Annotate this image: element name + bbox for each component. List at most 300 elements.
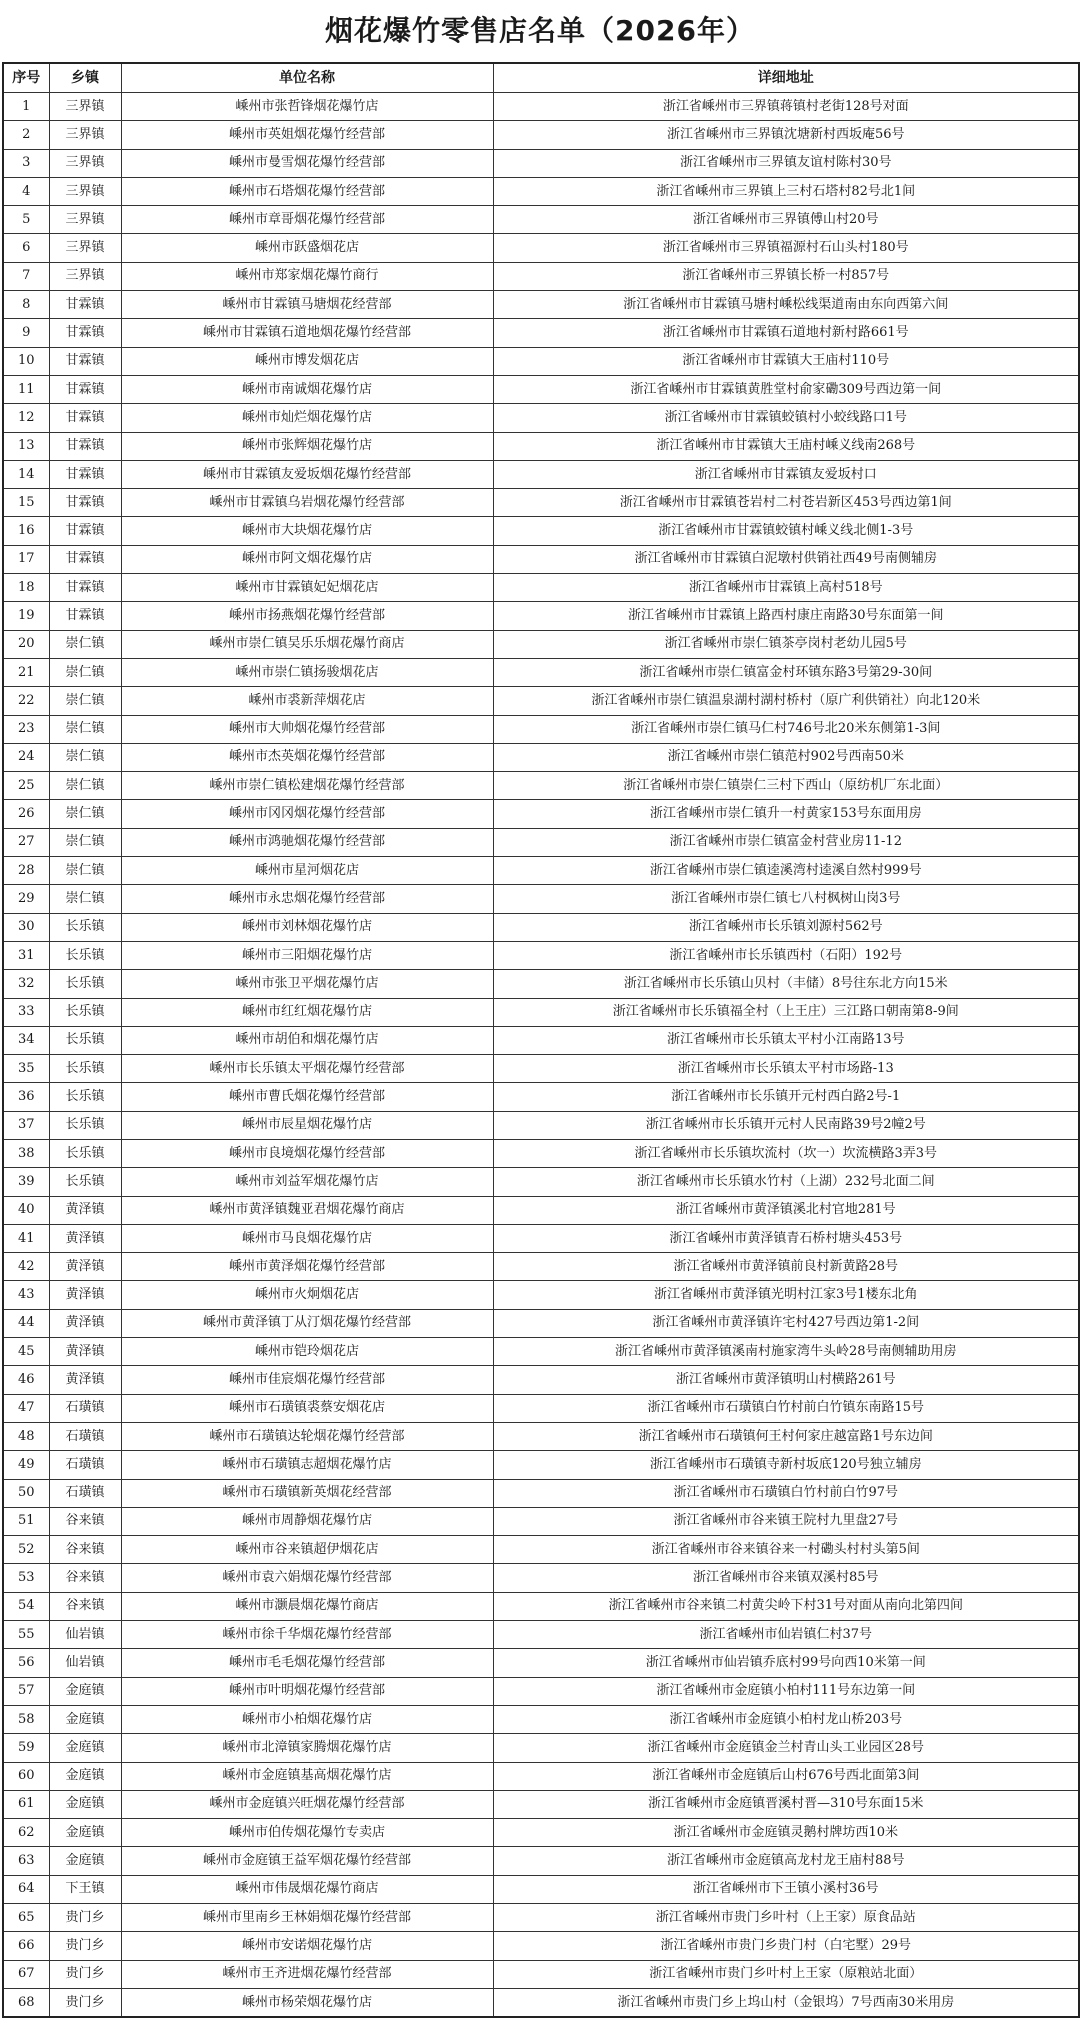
table-row	[3, 1451, 1079, 1479]
cell-index: 66	[3, 1932, 49, 1960]
cell-address: 浙江省嵊州市崇仁镇升一村黄家153号东面用房	[493, 800, 1079, 828]
cell-index: 41	[3, 1224, 49, 1252]
table-row	[3, 658, 1079, 686]
cell-index: 44	[3, 1309, 49, 1337]
cell-index: 28	[3, 857, 49, 885]
cell-address: 浙江省嵊州市三界镇福源村石山头村180号	[493, 234, 1079, 262]
table-header-row	[3, 63, 1079, 93]
cell-index: 42	[3, 1253, 49, 1281]
cell-address: 浙江省嵊州市崇仁镇温泉湖村湖村桥村（原广利供销社）向北120米	[493, 687, 1079, 715]
cell-township: 金庭镇	[49, 1734, 121, 1762]
cell-unit-name: 嵊州市王齐进烟花爆竹经营部	[121, 1960, 493, 1988]
cell-address: 浙江省嵊州市仙岩镇仁村37号	[493, 1621, 1079, 1649]
cell-township: 仙岩镇	[49, 1621, 121, 1649]
cell-township: 甘霖镇	[49, 432, 121, 460]
cell-unit-name: 嵊州市长乐镇太平烟花爆竹经营部	[121, 1055, 493, 1083]
cell-address: 浙江省嵊州市金庭镇晋溪村晋—310号东面15米	[493, 1790, 1079, 1818]
cell-index: 34	[3, 1026, 49, 1054]
cell-township: 长乐镇	[49, 970, 121, 998]
cell-address: 浙江省嵊州市崇仁镇范村902号西南50米	[493, 743, 1079, 771]
cell-township: 崇仁镇	[49, 687, 121, 715]
cell-township: 崇仁镇	[49, 885, 121, 913]
cell-index: 22	[3, 687, 49, 715]
cell-township: 崇仁镇	[49, 658, 121, 686]
page-title: 烟花爆竹零售店名单（2026年）	[325, 14, 755, 47]
cell-address: 浙江省嵊州市甘霖镇大王庙村110号	[493, 347, 1079, 375]
cell-index: 67	[3, 1960, 49, 1988]
cell-township: 金庭镇	[49, 1819, 121, 1847]
cell-unit-name: 嵊州市黄泽镇魏亚君烟花爆竹商店	[121, 1196, 493, 1224]
table-row	[3, 1790, 1079, 1818]
cell-township: 长乐镇	[49, 1139, 121, 1167]
cell-unit-name: 嵊州市裘新萍烟花店	[121, 687, 493, 715]
cell-unit-name: 嵊州市三阳烟花爆竹店	[121, 941, 493, 969]
cell-unit-name: 嵊州市火炯烟花店	[121, 1281, 493, 1309]
cell-address: 浙江省嵊州市甘霖镇马塘村嵊松线渠道南由东向西第六间	[493, 291, 1079, 319]
cell-address: 浙江省嵊州市甘霖镇大王庙村嵊义线南268号	[493, 432, 1079, 460]
table-row	[3, 375, 1079, 403]
table-row	[3, 517, 1079, 545]
cell-unit-name: 嵊州市冈冈烟花爆竹经营部	[121, 800, 493, 828]
cell-township: 三界镇	[49, 93, 121, 121]
cell-index: 10	[3, 347, 49, 375]
cell-township: 甘霖镇	[49, 291, 121, 319]
cell-unit-name: 嵊州市杰英烟花爆竹经营部	[121, 743, 493, 771]
cell-address: 浙江省嵊州市甘霖镇蛟镇村小蛟线路口1号	[493, 404, 1079, 432]
cell-township: 甘霖镇	[49, 460, 121, 488]
cell-index: 48	[3, 1422, 49, 1450]
table-row	[3, 743, 1079, 771]
cell-address: 浙江省嵊州市三界镇长桥一村857号	[493, 262, 1079, 290]
cell-township: 甘霖镇	[49, 347, 121, 375]
cell-address: 浙江省嵊州市黄泽镇青石桥村塘头453号	[493, 1224, 1079, 1252]
table-row	[3, 1621, 1079, 1649]
cell-index: 50	[3, 1479, 49, 1507]
table-row	[3, 1026, 1079, 1054]
cell-address: 浙江省嵊州市甘霖镇上高村518号	[493, 574, 1079, 602]
cell-index: 40	[3, 1196, 49, 1224]
table-row	[3, 941, 1079, 969]
cell-index: 23	[3, 715, 49, 743]
cell-index: 49	[3, 1451, 49, 1479]
cell-address: 浙江省嵊州市贵门乡叶村上王家（原粮站北面）	[493, 1960, 1079, 1988]
cell-unit-name: 嵊州市石璜镇裘蔡安烟花店	[121, 1394, 493, 1422]
cell-address: 浙江省嵊州市甘霖镇友爱坂村口	[493, 460, 1079, 488]
cell-unit-name: 嵊州市叶明烟花爆竹经营部	[121, 1677, 493, 1705]
cell-address: 浙江省嵊州市黄泽镇明山村横路261号	[493, 1366, 1079, 1394]
table-row	[3, 177, 1079, 205]
table-row	[3, 1394, 1079, 1422]
cell-index: 39	[3, 1168, 49, 1196]
cell-address: 浙江省嵊州市崇仁镇逵溪湾村逵溪自然村999号	[493, 857, 1079, 885]
cell-index: 20	[3, 630, 49, 658]
table-row	[3, 1705, 1079, 1733]
cell-address: 浙江省嵊州市长乐镇刘源村562号	[493, 913, 1079, 941]
header-unit-name: 单位名称	[121, 63, 493, 93]
header-township: 乡镇	[49, 63, 121, 93]
cell-address: 浙江省嵊州市黄泽镇前良村新黄路28号	[493, 1253, 1079, 1281]
cell-address: 浙江省嵊州市三界镇友谊村陈村30号	[493, 149, 1079, 177]
table-row	[3, 828, 1079, 856]
cell-unit-name: 嵊州市徐千华烟花爆竹经营部	[121, 1621, 493, 1649]
cell-index: 37	[3, 1111, 49, 1139]
table-row	[3, 1253, 1079, 1281]
table-row	[3, 319, 1079, 347]
cell-index: 45	[3, 1338, 49, 1366]
cell-index: 24	[3, 743, 49, 771]
cell-unit-name: 嵊州市张辉烟花爆竹店	[121, 432, 493, 460]
header-index: 序号	[3, 63, 49, 93]
cell-address: 浙江省嵊州市长乐镇水竹村（上湖）232号北面二间	[493, 1168, 1079, 1196]
table-row	[3, 121, 1079, 149]
table-row	[3, 885, 1079, 913]
cell-unit-name: 嵊州市黄泽烟花爆竹经营部	[121, 1253, 493, 1281]
cell-index: 9	[3, 319, 49, 347]
cell-township: 谷来镇	[49, 1564, 121, 1592]
table-row	[3, 404, 1079, 432]
cell-unit-name: 嵊州市伟晟烟花爆竹商店	[121, 1875, 493, 1903]
cell-address: 浙江省嵊州市金庭镇灵鹅村牌坊西10米	[493, 1819, 1079, 1847]
cell-address: 浙江省嵊州市崇仁镇富金村营业房11-12	[493, 828, 1079, 856]
cell-address: 浙江省嵊州市长乐镇福全村（上王庄）三江路口朝南第8-9间	[493, 998, 1079, 1026]
cell-unit-name: 嵊州市永忠烟花爆竹经营部	[121, 885, 493, 913]
cell-township: 黄泽镇	[49, 1366, 121, 1394]
table-row	[3, 347, 1079, 375]
cell-index: 1	[3, 93, 49, 121]
cell-index: 36	[3, 1083, 49, 1111]
cell-unit-name: 嵊州市崇仁镇扬骏烟花店	[121, 658, 493, 686]
cell-township: 仙岩镇	[49, 1649, 121, 1677]
cell-township: 黄泽镇	[49, 1309, 121, 1337]
cell-township: 甘霖镇	[49, 602, 121, 630]
cell-unit-name: 嵊州市甘霖镇妃妃烟花店	[121, 574, 493, 602]
table-row	[3, 1988, 1079, 2017]
cell-unit-name: 嵊州市马良烟花爆竹店	[121, 1224, 493, 1252]
cell-township: 长乐镇	[49, 913, 121, 941]
cell-township: 石璜镇	[49, 1422, 121, 1450]
cell-township: 金庭镇	[49, 1847, 121, 1875]
cell-township: 黄泽镇	[49, 1224, 121, 1252]
header-address: 详细地址	[493, 63, 1079, 93]
cell-index: 30	[3, 913, 49, 941]
table-row	[3, 1083, 1079, 1111]
cell-township: 长乐镇	[49, 998, 121, 1026]
cell-township: 长乐镇	[49, 1026, 121, 1054]
cell-index: 43	[3, 1281, 49, 1309]
cell-index: 47	[3, 1394, 49, 1422]
cell-township: 甘霖镇	[49, 375, 121, 403]
cell-address: 浙江省嵊州市崇仁镇崇仁三村下西山（原纺机厂东北面）	[493, 772, 1079, 800]
cell-unit-name: 嵊州市张哲锋烟花爆竹店	[121, 93, 493, 121]
cell-index: 68	[3, 1988, 49, 2017]
cell-address: 浙江省嵊州市崇仁镇茶亭岗村老幼儿园5号	[493, 630, 1079, 658]
cell-index: 51	[3, 1507, 49, 1535]
cell-index: 56	[3, 1649, 49, 1677]
table-row	[3, 460, 1079, 488]
table-row	[3, 489, 1079, 517]
cell-unit-name: 嵊州市石塔烟花爆竹经营部	[121, 177, 493, 205]
cell-unit-name: 嵊州市甘霖镇马塘烟花经营部	[121, 291, 493, 319]
cell-address: 浙江省嵊州市石璜镇白竹村前白竹97号	[493, 1479, 1079, 1507]
cell-unit-name: 嵊州市灏晨烟花爆竹商店	[121, 1592, 493, 1620]
cell-township: 三界镇	[49, 262, 121, 290]
cell-index: 6	[3, 234, 49, 262]
table-row	[3, 998, 1079, 1026]
cell-unit-name: 嵊州市博发烟花店	[121, 347, 493, 375]
table-row	[3, 291, 1079, 319]
cell-unit-name: 嵊州市甘霖镇石道地烟花爆竹经营部	[121, 319, 493, 347]
cell-unit-name: 嵊州市刘益军烟花爆竹店	[121, 1168, 493, 1196]
cell-unit-name: 嵊州市小柏烟花爆竹店	[121, 1705, 493, 1733]
cell-unit-name: 嵊州市良境烟花爆竹经营部	[121, 1139, 493, 1167]
cell-address: 浙江省嵊州市黄泽镇许宅村427号西边第1-2间	[493, 1309, 1079, 1337]
cell-index: 16	[3, 517, 49, 545]
cell-unit-name: 嵊州市胡伯和烟花爆竹店	[121, 1026, 493, 1054]
table-row	[3, 1139, 1079, 1167]
table-row	[3, 206, 1079, 234]
table-row	[3, 1281, 1079, 1309]
cell-unit-name: 嵊州市金庭镇王益军烟花爆竹经营部	[121, 1847, 493, 1875]
cell-township: 甘霖镇	[49, 574, 121, 602]
cell-unit-name: 嵊州市英姐烟花爆竹经营部	[121, 121, 493, 149]
table-row	[3, 1819, 1079, 1847]
table-row	[3, 602, 1079, 630]
cell-index: 58	[3, 1705, 49, 1733]
cell-address: 浙江省嵊州市黄泽镇光明村江家3号1楼东北角	[493, 1281, 1079, 1309]
cell-unit-name: 嵊州市张卫平烟花爆竹店	[121, 970, 493, 998]
cell-index: 31	[3, 941, 49, 969]
table-row	[3, 800, 1079, 828]
cell-address: 浙江省嵊州市甘霖镇蛟镇村嵊义线北侧1-3号	[493, 517, 1079, 545]
cell-address: 浙江省嵊州市长乐镇西村（石阳）192号	[493, 941, 1079, 969]
cell-unit-name: 嵊州市跃盛烟花店	[121, 234, 493, 262]
cell-township: 谷来镇	[49, 1536, 121, 1564]
cell-address: 浙江省嵊州市黄泽镇溪南村施家湾牛头岭28号南侧辅助用房	[493, 1338, 1079, 1366]
cell-unit-name: 嵊州市南诚烟花爆竹店	[121, 375, 493, 403]
table-row	[3, 234, 1079, 262]
cell-unit-name: 嵊州市石璜镇达轮烟花爆竹经营部	[121, 1422, 493, 1450]
cell-address: 浙江省嵊州市甘霖镇白泥墩村供销社西49号南侧辅房	[493, 545, 1079, 573]
cell-address: 浙江省嵊州市金庭镇金兰村青山头工业园区28号	[493, 1734, 1079, 1762]
cell-index: 12	[3, 404, 49, 432]
table-row	[3, 1479, 1079, 1507]
cell-township: 崇仁镇	[49, 772, 121, 800]
table-row	[3, 857, 1079, 885]
cell-unit-name: 嵊州市甘霖镇友爱坂烟花爆竹经营部	[121, 460, 493, 488]
cell-unit-name: 嵊州市灿烂烟花爆竹店	[121, 404, 493, 432]
cell-index: 38	[3, 1139, 49, 1167]
cell-address: 浙江省嵊州市长乐镇山贝村（丰储）8号往东北方向15米	[493, 970, 1079, 998]
cell-township: 贵门乡	[49, 1932, 121, 1960]
table-row	[3, 262, 1079, 290]
table-row	[3, 1536, 1079, 1564]
cell-township: 三界镇	[49, 149, 121, 177]
cell-unit-name: 嵊州市阿文烟花爆竹店	[121, 545, 493, 573]
cell-unit-name: 嵊州市佳宸烟花爆竹经营部	[121, 1366, 493, 1394]
cell-township: 崇仁镇	[49, 857, 121, 885]
cell-index: 52	[3, 1536, 49, 1564]
cell-index: 26	[3, 800, 49, 828]
table-row	[3, 1677, 1079, 1705]
cell-index: 62	[3, 1819, 49, 1847]
cell-unit-name: 嵊州市袁六娟烟花爆竹经营部	[121, 1564, 493, 1592]
cell-unit-name: 嵊州市甘霖镇乌岩烟花爆竹经营部	[121, 489, 493, 517]
cell-index: 21	[3, 658, 49, 686]
cell-township: 黄泽镇	[49, 1338, 121, 1366]
cell-township: 黄泽镇	[49, 1253, 121, 1281]
cell-township: 三界镇	[49, 121, 121, 149]
cell-address: 浙江省嵊州市谷来镇王院村九里盘27号	[493, 1507, 1079, 1535]
cell-address: 浙江省嵊州市长乐镇开元村西白路2号-1	[493, 1083, 1079, 1111]
table-row	[3, 93, 1079, 121]
cell-address: 浙江省嵊州市金庭镇小柏村111号东边第一间	[493, 1677, 1079, 1705]
cell-index: 63	[3, 1847, 49, 1875]
cell-address: 浙江省嵊州市黄泽镇溪北村官地281号	[493, 1196, 1079, 1224]
cell-address: 浙江省嵊州市长乐镇开元村人民南路39号2幢2号	[493, 1111, 1079, 1139]
cell-unit-name: 嵊州市伯传烟花爆竹专卖店	[121, 1819, 493, 1847]
cell-index: 55	[3, 1621, 49, 1649]
cell-township: 石璜镇	[49, 1451, 121, 1479]
cell-unit-name: 嵊州市崇仁镇吴乐乐烟花爆竹商店	[121, 630, 493, 658]
table-row	[3, 1422, 1079, 1450]
table-row	[3, 1960, 1079, 1988]
cell-address: 浙江省嵊州市谷来镇谷来一村磡头村村头第5间	[493, 1536, 1079, 1564]
cell-unit-name: 嵊州市曹氏烟花爆竹经营部	[121, 1083, 493, 1111]
cell-index: 53	[3, 1564, 49, 1592]
cell-unit-name: 嵊州市里南乡王林娟烟花爆竹经营部	[121, 1904, 493, 1932]
table-row	[3, 1592, 1079, 1620]
cell-index: 60	[3, 1762, 49, 1790]
cell-address: 浙江省嵊州市三界镇上三村石塔村82号北1间	[493, 177, 1079, 205]
cell-township: 长乐镇	[49, 1111, 121, 1139]
cell-township: 甘霖镇	[49, 545, 121, 573]
table-row	[3, 715, 1079, 743]
cell-address: 浙江省嵊州市谷来镇双溪村85号	[493, 1564, 1079, 1592]
table-row	[3, 545, 1079, 573]
cell-address: 浙江省嵊州市三界镇沈塘新村西坂庵56号	[493, 121, 1079, 149]
table-row	[3, 1338, 1079, 1366]
cell-township: 谷来镇	[49, 1507, 121, 1535]
table-row	[3, 630, 1079, 658]
cell-address: 浙江省嵊州市三界镇蒋镇村老街128号对面	[493, 93, 1079, 121]
cell-township: 崇仁镇	[49, 800, 121, 828]
cell-address: 浙江省嵊州市仙岩镇乔底村99号向西10米第一间	[493, 1649, 1079, 1677]
cell-address: 浙江省嵊州市甘霖镇苍岩村二村苍岩新区453号西边第1间	[493, 489, 1079, 517]
table-row	[3, 1507, 1079, 1535]
cell-township: 长乐镇	[49, 1055, 121, 1083]
cell-township: 长乐镇	[49, 1168, 121, 1196]
cell-township: 甘霖镇	[49, 489, 121, 517]
cell-index: 29	[3, 885, 49, 913]
cell-index: 27	[3, 828, 49, 856]
table-row	[3, 1847, 1079, 1875]
cell-index: 5	[3, 206, 49, 234]
cell-unit-name: 嵊州市星河烟花店	[121, 857, 493, 885]
table-row	[3, 1649, 1079, 1677]
table-row	[3, 913, 1079, 941]
cell-township: 金庭镇	[49, 1705, 121, 1733]
cell-address: 浙江省嵊州市下王镇小溪村36号	[493, 1875, 1079, 1903]
cell-index: 13	[3, 432, 49, 460]
cell-unit-name: 嵊州市安诺烟花爆竹店	[121, 1932, 493, 1960]
cell-index: 54	[3, 1592, 49, 1620]
cell-index: 33	[3, 998, 49, 1026]
cell-township: 谷来镇	[49, 1592, 121, 1620]
table-row	[3, 1904, 1079, 1932]
cell-unit-name: 嵊州市辰星烟花爆竹店	[121, 1111, 493, 1139]
cell-township: 金庭镇	[49, 1677, 121, 1705]
cell-address: 浙江省嵊州市甘霖镇石道地村新村路661号	[493, 319, 1079, 347]
cell-township: 石璜镇	[49, 1479, 121, 1507]
cell-unit-name: 嵊州市谷来镇超伊烟花店	[121, 1536, 493, 1564]
table-row	[3, 1224, 1079, 1252]
table-row	[3, 1055, 1079, 1083]
cell-index: 11	[3, 375, 49, 403]
cell-address: 浙江省嵊州市金庭镇后山村676号西北面第3间	[493, 1762, 1079, 1790]
table-row	[3, 1762, 1079, 1790]
table-row	[3, 1111, 1079, 1139]
table-row	[3, 432, 1079, 460]
cell-township: 甘霖镇	[49, 404, 121, 432]
cell-address: 浙江省嵊州市崇仁镇七八村枫树山岗3号	[493, 885, 1079, 913]
cell-unit-name: 嵊州市大帅烟花爆竹经营部	[121, 715, 493, 743]
cell-address: 浙江省嵊州市甘霖镇黄胜堂村俞家磡309号西边第一间	[493, 375, 1079, 403]
table-row	[3, 574, 1079, 602]
cell-address: 浙江省嵊州市三界镇傅山村20号	[493, 206, 1079, 234]
cell-unit-name: 嵊州市金庭镇兴旺烟花爆竹经营部	[121, 1790, 493, 1818]
cell-index: 32	[3, 970, 49, 998]
cell-address: 浙江省嵊州市甘霖镇上路西村康庄南路30号东面第一间	[493, 602, 1079, 630]
cell-township: 崇仁镇	[49, 715, 121, 743]
retail-store-table	[2, 62, 1080, 2018]
table-row	[3, 149, 1079, 177]
table-row	[3, 1564, 1079, 1592]
cell-unit-name: 嵊州市金庭镇基高烟花爆竹店	[121, 1762, 493, 1790]
cell-index: 19	[3, 602, 49, 630]
cell-address: 浙江省嵊州市谷来镇二村黄尖岭下村31号对面从南向北第四间	[493, 1592, 1079, 1620]
table-row	[3, 1875, 1079, 1903]
cell-township: 贵门乡	[49, 1988, 121, 2017]
cell-index: 8	[3, 291, 49, 319]
cell-unit-name: 嵊州市郑家烟花爆竹商行	[121, 262, 493, 290]
cell-township: 甘霖镇	[49, 319, 121, 347]
cell-address: 浙江省嵊州市石璜镇寺新村坂底120号独立辅房	[493, 1451, 1079, 1479]
cell-unit-name: 嵊州市扬燕烟花爆竹经营部	[121, 602, 493, 630]
table-row	[3, 1366, 1079, 1394]
cell-index: 7	[3, 262, 49, 290]
cell-address: 浙江省嵊州市崇仁镇马仁村746号北20米东侧第1-3间	[493, 715, 1079, 743]
cell-index: 3	[3, 149, 49, 177]
cell-index: 35	[3, 1055, 49, 1083]
table-body	[3, 93, 1079, 2018]
cell-unit-name: 嵊州市杨荣烟花爆竹店	[121, 1988, 493, 2017]
cell-unit-name: 嵊州市红红烟花爆竹店	[121, 998, 493, 1026]
table-row	[3, 1196, 1079, 1224]
cell-index: 18	[3, 574, 49, 602]
cell-address: 浙江省嵊州市长乐镇太平村市场路-13	[493, 1055, 1079, 1083]
cell-township: 金庭镇	[49, 1790, 121, 1818]
cell-unit-name: 嵊州市鸿驰烟花爆竹经营部	[121, 828, 493, 856]
cell-address: 浙江省嵊州市贵门乡上坞山村（金银坞）7号西南30米用房	[493, 1988, 1079, 2017]
cell-address: 浙江省嵊州市崇仁镇富金村环镇东路3号第29-30间	[493, 658, 1079, 686]
cell-township: 三界镇	[49, 206, 121, 234]
cell-address: 浙江省嵊州市贵门乡贵门村（白宅墅）29号	[493, 1932, 1079, 1960]
cell-township: 崇仁镇	[49, 828, 121, 856]
cell-township: 石璜镇	[49, 1394, 121, 1422]
cell-index: 2	[3, 121, 49, 149]
cell-township: 崇仁镇	[49, 743, 121, 771]
cell-township: 甘霖镇	[49, 517, 121, 545]
